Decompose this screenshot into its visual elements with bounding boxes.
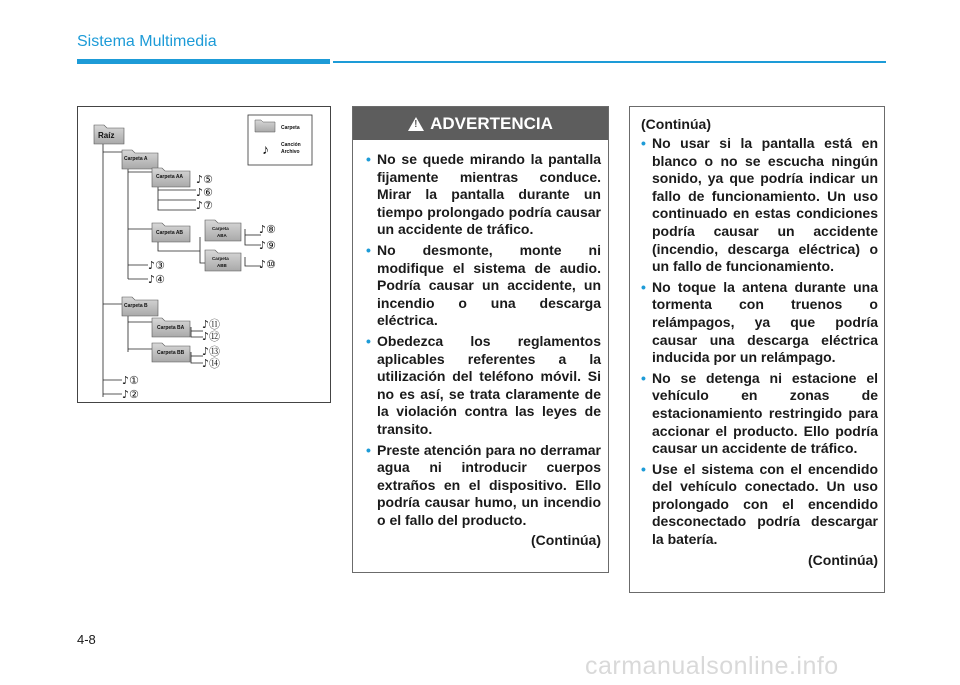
continued-list [641, 135, 878, 569]
song-1: ♪① [122, 374, 139, 387]
warning-box [352, 106, 609, 573]
song-14: ♪⑭ [202, 357, 221, 370]
folder-bb-label: Carpeta BB [157, 350, 185, 356]
list-item: • No se detenga ni estacione el vehículo en zonas de estacionamiento restringido para accionar el producto. Ello podría causar un accidente de tráfico. [641, 370, 878, 458]
section-title: Sistema Multimedia [77, 33, 217, 50]
song-2: ♪② [122, 388, 139, 401]
song-6: ♪⑥ [196, 186, 213, 199]
warning-title: ADVERTENCIA [430, 113, 553, 133]
folder-tree-diagram [77, 106, 331, 403]
folder-ab-label: Carpeta AB [156, 230, 184, 236]
folder-b-label: Carpeta B [124, 303, 148, 309]
list-item: • Use el sistema con el encendido del vehículo conectado. Un uso prolongado con el encendido desconectado podría descargar la batería. [641, 461, 878, 549]
song-7: ♪⑦ [196, 199, 213, 212]
folder-icon [255, 120, 275, 132]
list-item: • No se quede mirando la pantalla fijamente mientras conduce. Mirar la pantalla durante un tiempo prolongado podría causar un accidente de tráfico. [366, 151, 601, 239]
legend-song-label: Canción [281, 142, 301, 148]
list-item: • No usar si la pantalla está en blanco o no se escucha ningún sonido, ya que podría indicar un fallo de funcionamiento. Un uso continuado en estas condiciones podría causar un accidente (incendio, descarga eléctrica) o un fallo de funcionamiento. [641, 135, 878, 276]
warning-header [353, 107, 608, 140]
song-4: ♪④ [148, 273, 165, 286]
song-12: ♪⑫ [202, 330, 221, 343]
continues-label: (Continúa) [531, 532, 601, 549]
list-item: • Obedezca los reglamentos aplicables referentes a la utilización del teléfono móvil. Si no es así, se trata claramente de la violación contra las leyes de transito. [366, 333, 601, 439]
watermark: carmanualsonline.info [585, 652, 839, 680]
music-note-icon: ♪ [262, 141, 269, 157]
continues-label: (Continúa) [808, 551, 878, 568]
folder-tree-svg [78, 107, 330, 402]
song-5: ♪⑤ [196, 173, 213, 186]
list-item: • No toque la antena durante una tormenta con truenos o relámpagos, ya que podría causar una descarga eléctrica inducida por un relámpago. [641, 279, 878, 367]
song-10: ♪⑩ [259, 258, 276, 271]
warning-triangle-icon: ! [408, 117, 424, 131]
folder-abb-label: Carpeta [212, 256, 229, 261]
page-number: 4-8 [77, 632, 96, 647]
song-8: ♪⑧ [259, 223, 276, 236]
song-9: ♪⑨ [259, 239, 276, 252]
warning-list [366, 151, 601, 550]
continued-box [629, 106, 885, 593]
folder-aba-label-2: ABA [217, 233, 227, 238]
song-markers [122, 173, 276, 401]
song-3: ♪③ [148, 259, 165, 272]
folder-a-label: Carpeta A [124, 156, 148, 162]
folder-abb-label-2: ABB [217, 263, 227, 268]
folder-root-label: Raíz [98, 131, 115, 140]
list-item: • No desmonte, monte ni modifique el sistema de audio. Podría causar un accidente, un incendio o una descarga eléctrica. [366, 242, 601, 330]
folder-aa-label: Carpeta AA [156, 174, 184, 180]
legend-folder-label: Carpeta [281, 125, 300, 131]
folder-aba-label: Carpeta [212, 226, 229, 231]
list-item: • Preste atención para no derramar agua ni introducir cuerpos extraños en el dispositivo. Ello podría causar humo, un incendio o el fallo del producto. [366, 442, 601, 530]
song-13: ♪⑬ [202, 345, 221, 358]
song-11: ♪⑪ [202, 318, 221, 331]
legend-file-label: Archivo [281, 149, 300, 155]
header-rule-thin [333, 61, 886, 63]
folder-ba-label: Carpeta BA [157, 325, 185, 331]
header-rule-thick [77, 59, 330, 64]
continued-header: (Continúa) [641, 116, 711, 132]
